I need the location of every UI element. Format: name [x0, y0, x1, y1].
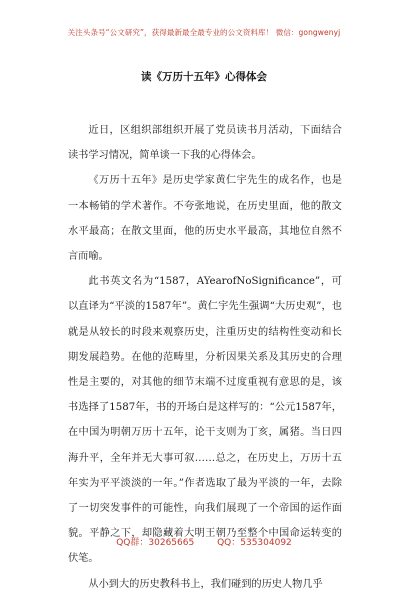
footer-contact	[0, 535, 408, 548]
document-body	[68, 118, 342, 597]
document-title: 读《万历十五年》心得体会	[141, 71, 267, 83]
paragraph-intro: 近日，区组织部组织开展了党员读书月活动，下面结合读书学习情况，简单谈一下我的心得体会。	[68, 125, 342, 162]
paragraph-textbook: 从小到大的历史教科书上，我们碰到的历史人物几乎	[88, 578, 323, 590]
header-promo-note: 关注头条号“公文研究”，获得最新最全最专业的公文资料库！ 微信：gongwenyj	[67, 28, 341, 37]
footer-qq-group: QQ群：30265665	[116, 538, 195, 548]
footer-qq-number: QQ：535304092	[217, 538, 292, 548]
paragraph-book-intro: 《万历十五年》是历史学家黄仁宇先生的成名作，也是一本畅销的学术著作。不夸张地说，在历史里面，他的散文水平最高；在散文里面，他的历史水平最高，其地位自然不言而喻。	[68, 175, 342, 263]
paragraph-english-title: 此书英文名为“1587，AYearofNoSignificance”，可以直译为“平淡的1587年”。黄仁宇先生强调“大历史观”，也就是从较长的时段来观察历史，注重历史的结构性变动和长期发展趋势。在他的范畴里，分析因果关系及其历史的合理性是主要的，对其他的细节末端不过度重视有意思的是，该书选择了1587年，书的开场白是这样写的：“公元1587年，在中国为明朝万历十五年，论干支则为丁亥，属猪。当日四海升平，全年并无大事可叙……总之，在历史上，万历十五年实为平平淡淡的一年。”作者选取了最为平淡的一年，去除了一切突发事件的可能性，向我们展现了一个帝国的运作面貌。平静之下，却隐藏着大明王朝乃至整个中国命运转变的伏笔。	[68, 276, 342, 565]
